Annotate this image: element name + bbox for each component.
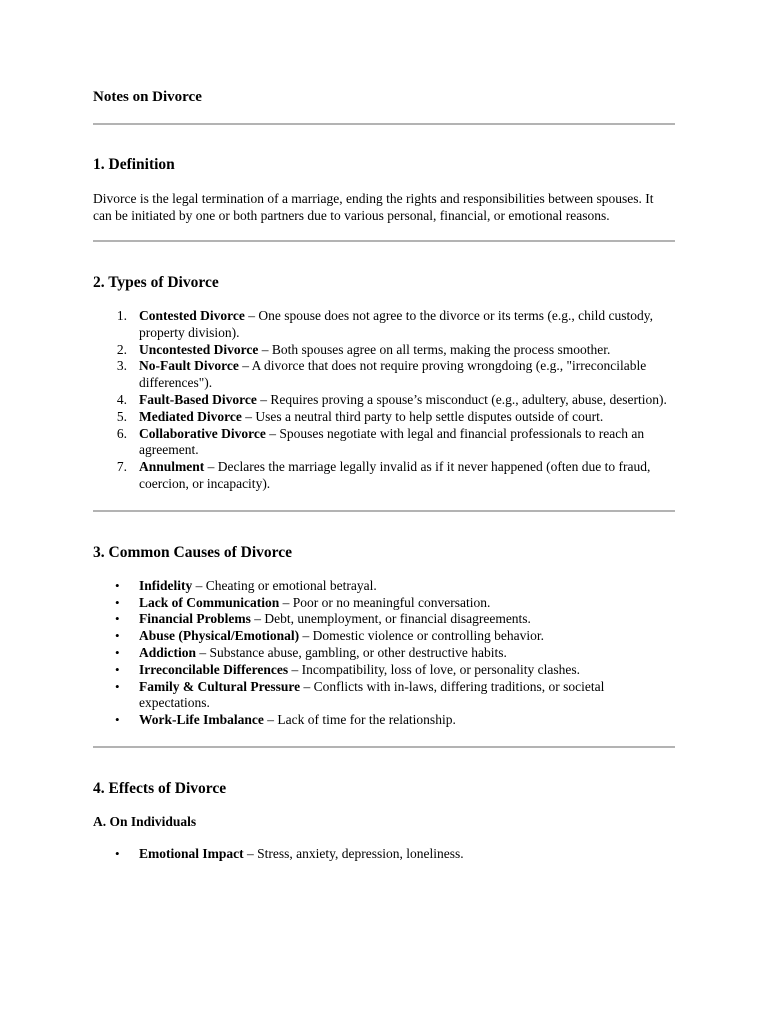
document-title: Notes on Divorce: [93, 89, 202, 105]
effect-description: – Stress, anxiety, depression, loneliness.: [243, 845, 464, 861]
section-divider: [93, 746, 675, 748]
list-number: 2.: [116, 341, 127, 357]
list-item: [93, 308, 675, 342]
cause-term: Addiction: [139, 644, 197, 660]
list-item: [93, 392, 675, 409]
list-item: [93, 645, 675, 662]
type-term: Annulment: [139, 459, 205, 475]
cause-description: – Poor or no meaningful conversation.: [279, 594, 491, 610]
bullet-icon: •: [115, 594, 120, 610]
list-item: [93, 595, 675, 612]
section-divider: [93, 123, 675, 125]
causes-list: [93, 578, 675, 729]
type-description: – A divorce that does not require proving wrongdoing (e.g., "irreconcilable differences").: [139, 358, 647, 391]
cause-term: Irreconcilable Differences: [139, 661, 289, 677]
type-description: – Declares the marriage legally invalid as if it never happened (often due to fraud, coercion, or incapacity).: [139, 459, 651, 491]
bullet-icon: •: [115, 628, 120, 644]
list-number: 6.: [116, 425, 127, 441]
type-term: No-Fault Divorce: [139, 358, 239, 374]
cause-term: Work-Life Imbalance: [139, 712, 264, 728]
type-term: Contested Divorce: [139, 308, 245, 323]
list-number: 4.: [116, 391, 127, 407]
type-description: – Spouses negotiate with legal and financial professionals to reach an agreement.: [139, 425, 645, 458]
list-number: 1.: [116, 308, 127, 323]
list-item: [93, 846, 675, 863]
type-description: – One spouse does not agree to the divorce or its terms (e.g., child custody, property division).: [139, 308, 654, 340]
effects-subheading: A. On Individuals: [93, 813, 197, 829]
cause-description: – Debt, unemployment, or financial disagreements.: [250, 611, 531, 627]
cause-description: – Domestic violence or controlling behavior.: [299, 628, 544, 644]
type-description: – Uses a neutral third party to help settle disputes outside of court.: [241, 408, 604, 424]
section-divider: [93, 240, 675, 242]
cause-description: – Conflicts with in-laws, differing traditions, or societal expectations.: [139, 678, 605, 711]
list-item: [93, 679, 675, 713]
cause-description: – Cheating or emotional betrayal.: [192, 577, 377, 593]
definition-paragraph: Divorce is the legal termination of a marriage, ending the rights and responsibilities between spouses. It can be initiated by one or both partners due to various personal, financial, or emotional reasons.: [93, 191, 654, 223]
cause-description: – Lack of time for the relationship.: [263, 712, 456, 728]
cause-term: Lack of Communication: [139, 594, 280, 610]
list-number: 5.: [116, 408, 127, 424]
bullet-icon: •: [115, 611, 120, 627]
cause-description: – Substance abuse, gambling, or other destructive habits.: [196, 644, 507, 660]
list-number: 3.: [116, 358, 127, 374]
list-item: [93, 611, 675, 628]
cause-term: Abuse (Physical/Emotional): [139, 628, 300, 644]
type-term: Collaborative Divorce: [139, 425, 266, 441]
cause-term: Financial Problems: [139, 611, 251, 627]
bullet-icon: •: [115, 644, 120, 660]
types-list: [93, 308, 675, 493]
type-term: Fault-Based Divorce: [139, 391, 257, 407]
list-item: [93, 409, 675, 426]
type-term: Uncontested Divorce: [139, 341, 259, 357]
cause-description: – Incompatibility, loss of love, or personality clashes.: [288, 661, 581, 677]
list-item: [93, 342, 675, 359]
cause-term: Infidelity: [139, 577, 193, 593]
bullet-icon: •: [115, 712, 120, 728]
type-term: Mediated Divorce: [139, 408, 242, 424]
bullet-icon: •: [115, 577, 120, 593]
section-definition-heading: 1. Definition: [93, 156, 175, 173]
list-item: [93, 628, 675, 645]
bullet-icon: •: [115, 661, 120, 677]
section-types-heading: 2. Types of Divorce: [93, 274, 219, 291]
section-causes-heading: 3. Common Causes of Divorce: [93, 543, 293, 561]
type-description: – Requires proving a spouse’s misconduct (e.g., adultery, abuse, desertion).: [256, 391, 667, 407]
list-item: [93, 426, 675, 460]
type-description: – Both spouses agree on all terms, making the process smoother.: [258, 341, 611, 357]
document-page: [93, 86, 675, 863]
list-item: [93, 358, 675, 392]
cause-term: Family & Cultural Pressure: [139, 678, 301, 694]
list-item: [93, 662, 675, 679]
list-item: [93, 459, 675, 493]
list-number: 7.: [116, 459, 127, 475]
effects-list: [93, 846, 675, 863]
effect-term: Emotional Impact: [139, 845, 244, 861]
bullet-icon: •: [115, 845, 120, 861]
section-divider: [93, 510, 675, 512]
list-item: [93, 712, 675, 729]
bullet-icon: •: [115, 678, 120, 694]
section-effects-heading: 4. Effects of Divorce: [93, 779, 227, 797]
list-item: [93, 578, 675, 595]
